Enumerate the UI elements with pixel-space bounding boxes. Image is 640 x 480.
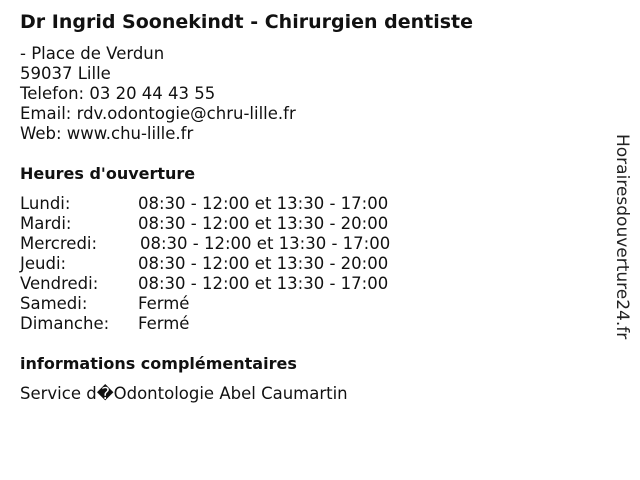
street-address: - Place de Verdun [20, 44, 165, 63]
contact-block [20, 44, 296, 144]
page-title: Dr Ingrid Soonekindt - Chirurgien dentiste [20, 11, 474, 33]
time-range: 08:30 - 12:00 et 13:30 - 20:00 [138, 214, 389, 233]
day-label: Mardi: [20, 214, 72, 233]
phone-number: Telefon: 03 20 44 43 55 [20, 84, 216, 103]
watermark-text: Horairesdouverture24.fr [612, 134, 632, 340]
time-range: 08:30 - 12:00 et 13:30 - 20:00 [138, 254, 389, 273]
additional-info-text: Service d�Odontologie Abel Caumartin [20, 384, 348, 403]
day-label: Dimanche: [20, 314, 110, 333]
additional-info-heading: informations complémentaires [20, 354, 297, 373]
day-label: Vendredi: [20, 274, 99, 293]
day-label: Jeudi: [20, 254, 67, 273]
watermark [612, 134, 634, 374]
opening-hours-heading: Heures d'ouverture [20, 164, 196, 183]
time-range: Fermé [138, 314, 190, 333]
time-range: 08:30 - 12:00 et 13:30 - 17:00 [138, 194, 389, 213]
time-range: 08:30 - 12:00 et 13:30 - 17:00 [140, 234, 391, 253]
website: Web: www.chu-lille.fr [20, 124, 194, 143]
email-address: Email: rdv.odontogie@chru-lille.fr [20, 104, 296, 123]
day-label: Samedi: [20, 294, 88, 313]
day-label: Lundi: [20, 194, 71, 213]
time-range: 08:30 - 12:00 et 13:30 - 17:00 [138, 274, 389, 293]
day-label: Mercredi: [20, 234, 98, 253]
city: 59037 Lille [20, 64, 111, 83]
time-range: Fermé [138, 294, 190, 313]
